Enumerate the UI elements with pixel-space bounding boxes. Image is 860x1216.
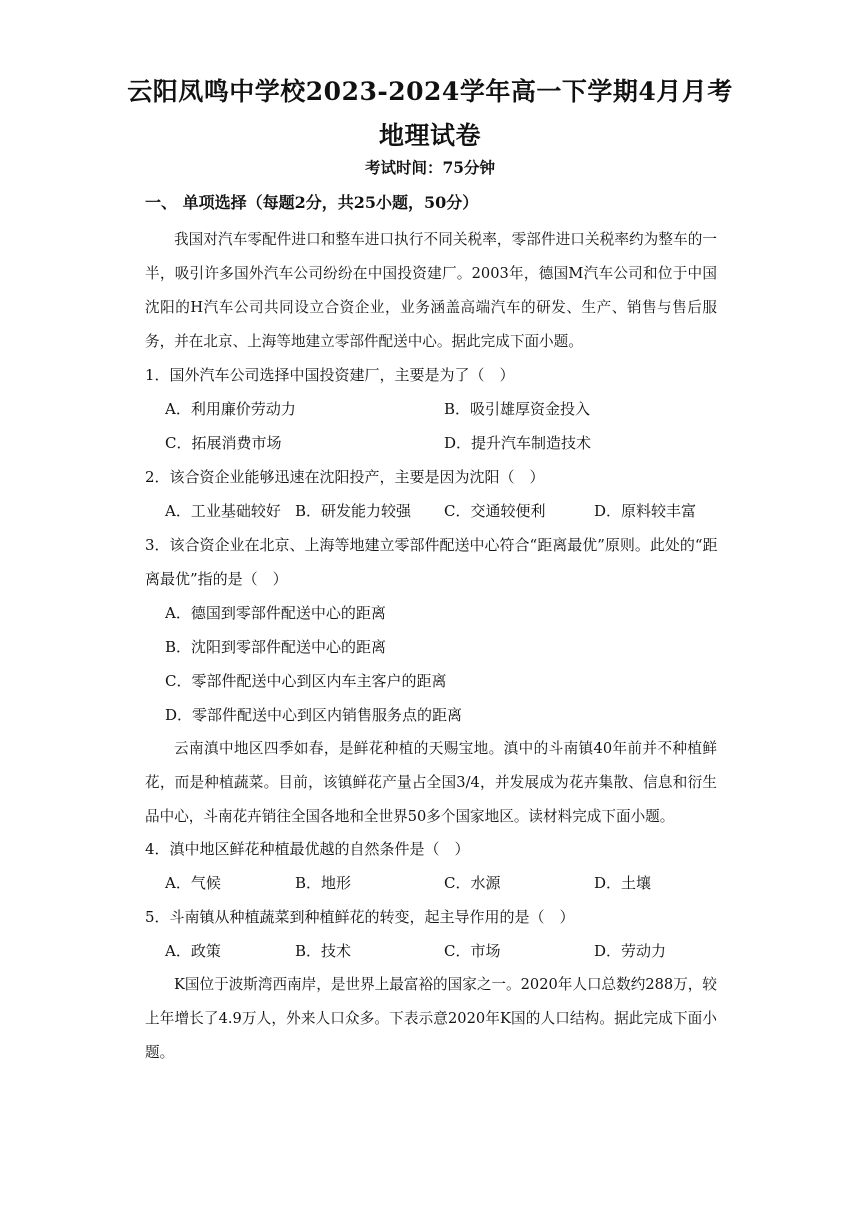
question-5-option-b: B．技术 — [295, 942, 352, 960]
question-3-option-a: A．德国到零部件配送中心的距离 — [165, 604, 386, 622]
question-3-stem-line2: 离最优”指的是（ ） — [145, 570, 288, 588]
question-3-stem-line1: 3．该合资企业在北京、上海等地建立零部件配送中心符合“距离最优”原则。此处的“距 — [145, 536, 718, 554]
section-heading: 一、 单项选择（每题2分，共25小题，50分） — [145, 193, 479, 212]
exam-title-line1: 云阳凤鸣中学校2023-2024学年高一下学期4月月考 — [127, 77, 733, 106]
question-4-option-a: A．气候 — [165, 874, 221, 892]
question-3-option-b: B．沈阳到零部件配送中心的距离 — [165, 638, 387, 656]
question-4-option-c: C．水源 — [444, 874, 501, 892]
question-1-option-d: D．提升汽车制造技术 — [444, 434, 592, 452]
question-5-stem: 5．斗南镇从种植蔬菜到种植鲜花的转变，起主导作用的是（ ） — [145, 908, 575, 926]
passage-3: K国位于波斯湾西南岸，是世界上最富裕的国家之一。2020年人口总数约288万，较上年增长了4.9万人，外来人口众多。下表示意2020年K国的人口结构。据此完成下面小题。 — [145, 976, 717, 1061]
question-4-stem: 4．滇中地区鲜花种植最优越的自然条件是（ ） — [145, 840, 470, 858]
question-1-option-c: C．拓展消费市场 — [165, 434, 282, 452]
question-1-stem: 1．国外汽车公司选择中国投资建厂，主要是为了（ ） — [145, 366, 515, 384]
question-3-option-d: D．零部件配送中心到区内销售服务点的距离 — [165, 706, 463, 724]
question-1-option-b: B．吸引雄厚资金投入 — [444, 400, 591, 418]
question-5-option-c: C．市场 — [444, 942, 501, 960]
passage-2: 云南滇中地区四季如春，是鲜花种植的天赐宝地。滇中的斗南镇40年前并不种植鲜花，而是种植蔬菜。目前，该镇鲜花产量占全国3/4，并发展成为花卉集散、信息和衍生品中心，斗南花卉销往全国各地和全世界50多个国家地区。读材料完成下面小题。 — [145, 740, 717, 825]
question-2-stem: 2．该合资企业能够迅速在沈阳投产，主要是因为沈阳（ ） — [145, 468, 545, 486]
exam-title-line2: 地理试卷 — [378, 121, 481, 150]
question-5-option-a: A．政策 — [165, 942, 221, 960]
exam-time: 考试时间：75分钟 — [364, 158, 496, 177]
question-3-option-c: C．零部件配送中心到区内车主客户的距离 — [165, 672, 447, 690]
question-4-option-d: D．土壤 — [594, 874, 652, 892]
question-4-option-b: B．地形 — [295, 874, 352, 892]
question-5-option-d: D．劳动力 — [594, 942, 667, 960]
question-2-option-c: C．交通较便利 — [444, 502, 546, 520]
question-2-option-b: B．研发能力较强 — [295, 502, 412, 520]
question-1-option-a: A．利用廉价劳动力 — [165, 400, 296, 418]
passage-1: 我国对汽车零配件进口和整车进口执行不同关税率，零部件进口关税率约为整车的一半，吸引许多国外汽车公司纷纷在中国投资建厂。2003年，德国M汽车公司和位于中国沈阳的H汽车公司共同设立合资企业，业务涵盖高端汽车的研发、生产、销售与售后服务，并在北京、上海等地建立零部件配送中心。据此完成下面小题。 — [145, 231, 717, 350]
question-2-option-d: D．原料较丰富 — [594, 502, 697, 520]
question-2-option-a: A．工业基础较好 — [165, 502, 281, 520]
